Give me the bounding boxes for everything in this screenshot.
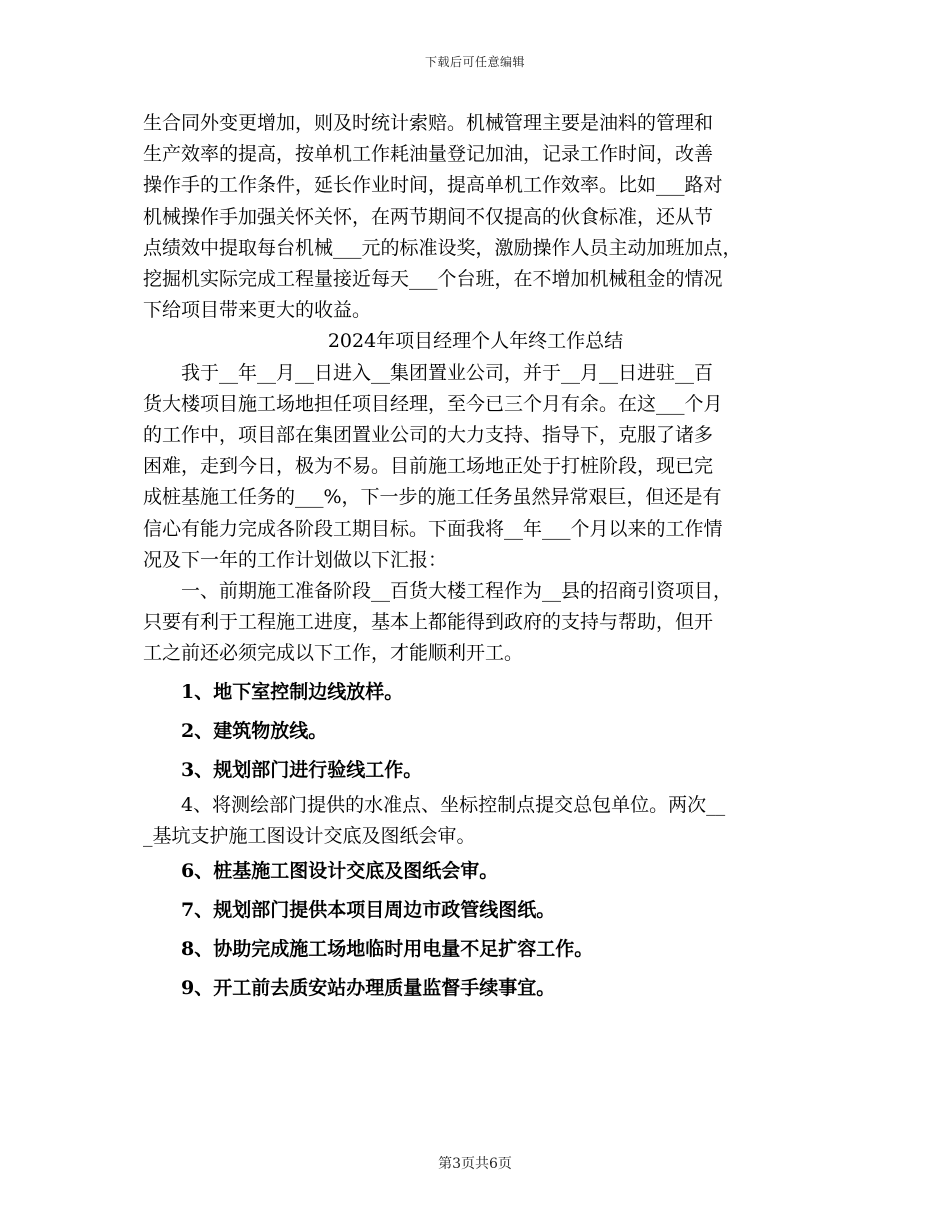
continued-paragraph (143, 108, 808, 326)
phase-paragraph (143, 576, 808, 670)
text-line: 况及下一年的工作计划做以下汇报： (143, 548, 448, 571)
list-item: 4、将测绘部门提供的水准点、坐标控制点提交总包单位。两次__ (181, 793, 726, 816)
text-line: 生产效率的提高，按单机工作耗油量登记加油，记录工作时间，改善 (143, 143, 714, 166)
text-line: 的工作中，项目部在集团置业公司的大力支持、指导下，克服了诸多 (143, 424, 714, 447)
list-item: 8、协助完成施工场地临时用电量不足扩容工作。 (181, 938, 594, 961)
page-number: 第3页共6页 (438, 1156, 512, 1172)
text-line: 工之前还必须完成以下工作，才能顺利开工。 (143, 642, 524, 665)
text-line: 一、前期施工准备阶段__百货大楼工程作为__县的招商引资项目， (181, 580, 733, 603)
text-line: 挖掘机实际完成工程量接近每天___个台班，在不增加机械租金的情况 (143, 268, 723, 291)
text-line: 操作手的工作条件，延长作业时间，提高单机工作效率。比如___路对 (143, 174, 723, 197)
text-line: 困难，走到今日，极为不易。目前施工场地正处于打桩阶段，现已完 (143, 455, 714, 478)
list-item: 6、桩基施工图设计交底及图纸会审。 (181, 860, 499, 883)
text-line: 货大楼项目施工场地担任项目经理，至今已三个月有余。在这___个月 (143, 392, 723, 415)
document-body (143, 108, 808, 1008)
text-line: 机械操作手加强关怀关怀，在两节期间不仅提高的伙食标准，还从节 (143, 205, 714, 228)
text-line: 点绩效中提取每台机械___元的标准设奖，激励操作人员主动加班加点， (143, 236, 742, 259)
text-line: 下给项目带来更大的收益。 (143, 299, 372, 322)
list-item: 2、建筑物放线。 (181, 719, 328, 742)
list-item: 7、规划部门提供本项目周边市政管线图纸。 (181, 899, 556, 922)
section-title: 2024年项目经理个人年终工作总结 (327, 330, 624, 353)
list-item-continuation: _基坑支护施工图设计交底及图纸会审。 (143, 824, 476, 847)
text-line: 成桩基施工任务的___%，下一步的施工任务虽然异常艰巨，但还是有 (143, 486, 722, 509)
list-item: 3、规划部门进行验线工作。 (181, 758, 423, 781)
text-line: 我于__年__月__日进入__集团置业公司，并于__月__日进驻__百 (181, 361, 714, 384)
text-line: 生合同外变更增加，则及时统计索赔。机械管理主要是油料的管理和 (143, 112, 714, 134)
list-item: 9、开工前去质安站办理质量监督手续事宜。 (181, 977, 556, 1000)
intro-paragraph (143, 358, 808, 576)
list-item: 1、地下室控制边线放样。 (181, 680, 404, 703)
task-list (143, 673, 808, 1008)
page-header-note: 下载后可任意编辑 (424, 55, 525, 69)
text-line: 信心有能力完成各阶段工期目标。下面我将__年___个月以来的工作情 (143, 517, 723, 540)
text-line: 只要有利于工程施工进度，基本上都能得到政府的支持与帮助，但开 (143, 611, 714, 634)
